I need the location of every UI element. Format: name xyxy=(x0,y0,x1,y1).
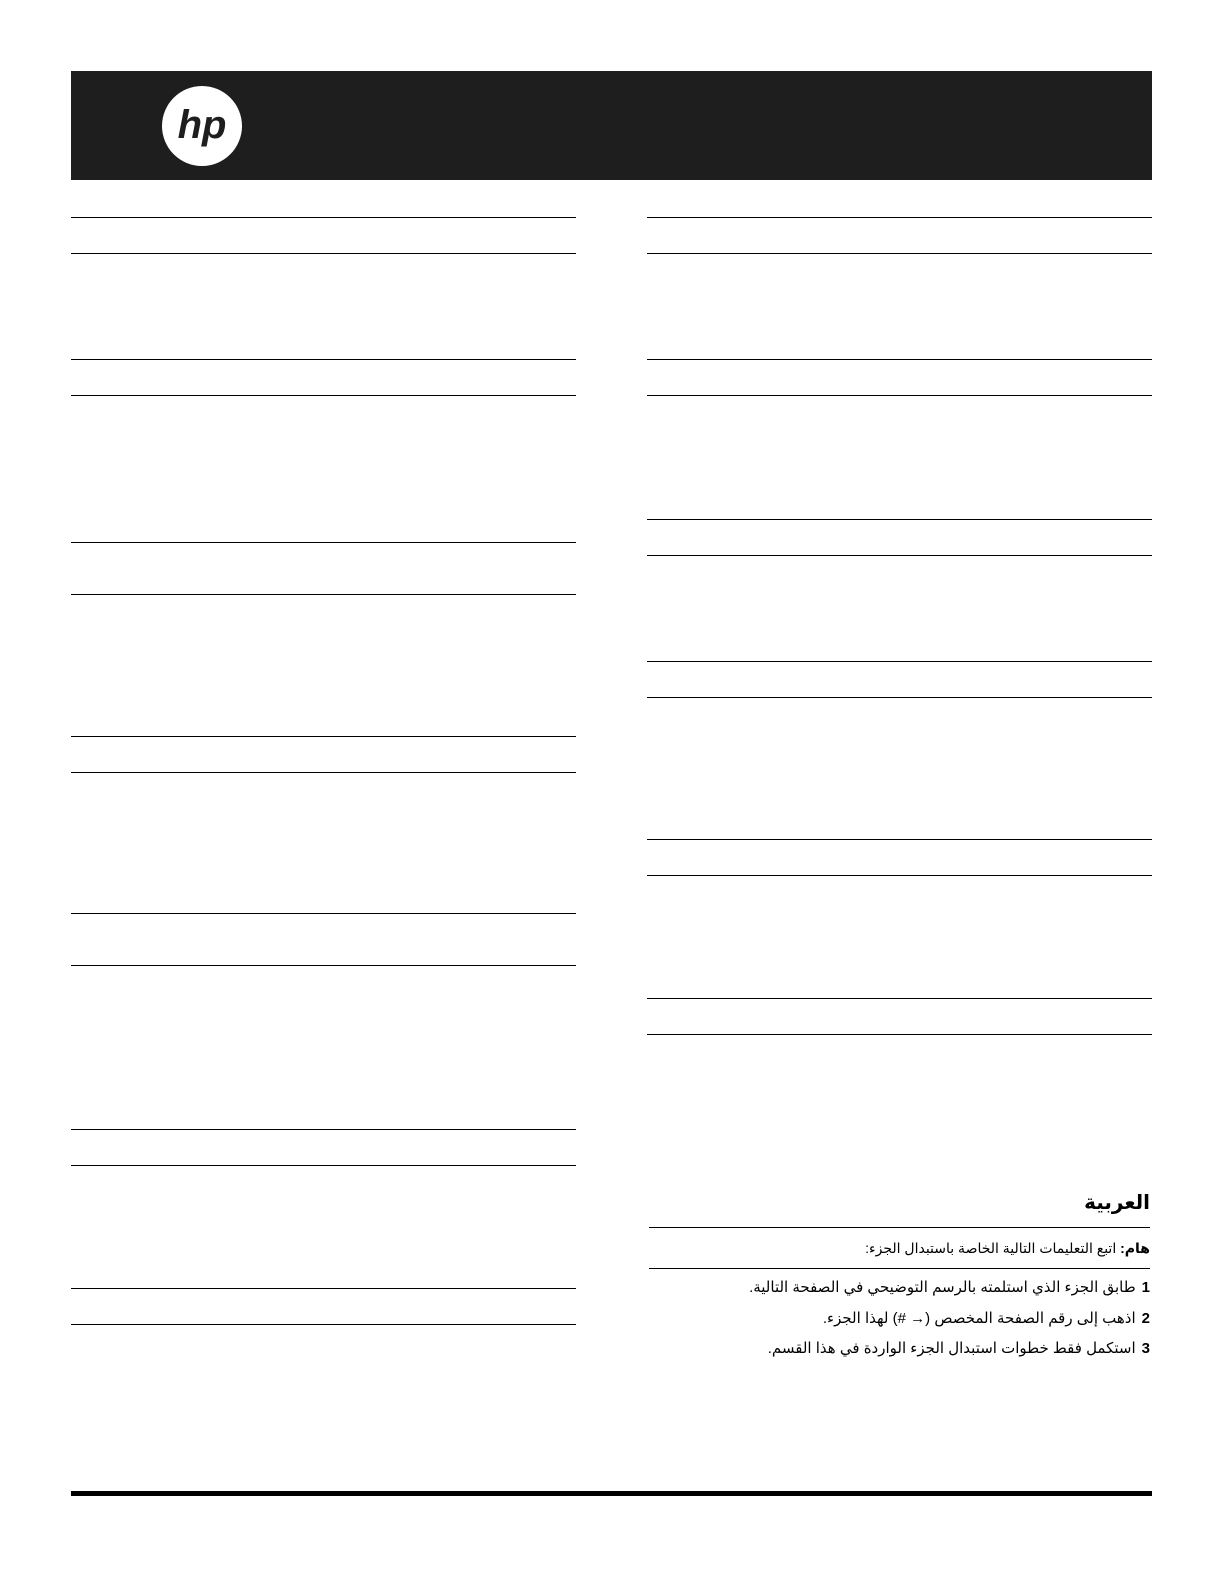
important-label: هام: xyxy=(1120,1240,1150,1256)
step-text: اذهب إلى رقم الصفحة المخصص (→ #) لهذا الجزء. xyxy=(822,1310,1136,1327)
step-number: 3 xyxy=(1141,1340,1150,1357)
step-item xyxy=(768,1339,1150,1357)
step-text: استكمل فقط خطوات استبدال الجزء الواردة في هذا القسم. xyxy=(767,1340,1136,1357)
important-note xyxy=(865,1240,1150,1257)
step-number: 1 xyxy=(1141,1279,1150,1296)
important-text: اتبع التعليمات التالية الخاصة باستبدال الجزء: xyxy=(865,1240,1117,1256)
step-number: 2 xyxy=(1141,1310,1150,1327)
rule xyxy=(649,1227,1150,1228)
step-item xyxy=(823,1309,1150,1327)
footer-bar xyxy=(71,1491,1152,1496)
logo-text: hp xyxy=(177,103,227,147)
step-item xyxy=(749,1278,1150,1296)
step-text: طابق الجزء الذي استلمته بالرسم التوضيحي في الصفحة التالية. xyxy=(749,1279,1136,1296)
rule xyxy=(649,1268,1150,1269)
section-title: العربية xyxy=(1084,1192,1150,1214)
